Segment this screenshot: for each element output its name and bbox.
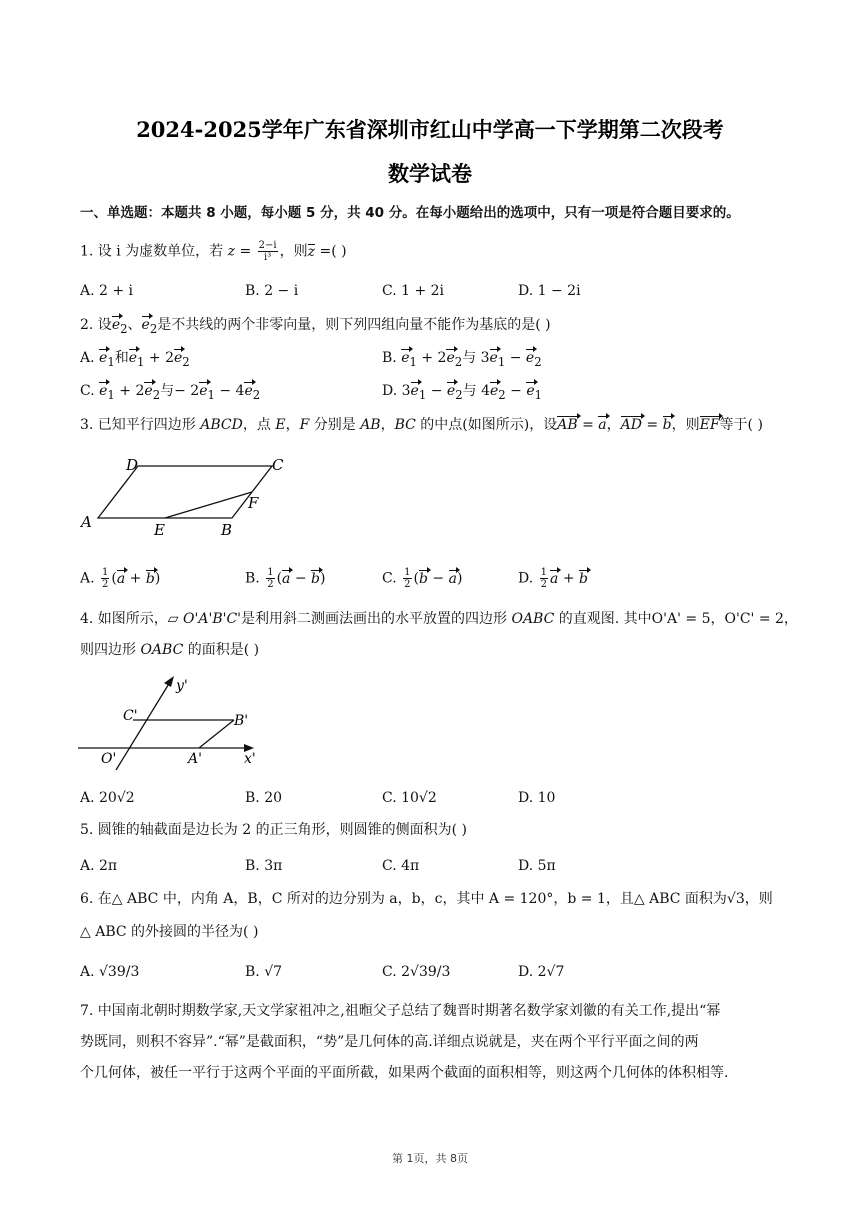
label-B-prime: B' (234, 713, 249, 729)
question-7-line2: 势既同，则积不容异”.“幂”是截面积，“势”是几何体的高.详细点说就是，夹在两个平行平面之间的两 (80, 1034, 699, 1050)
oblique-projection-figure (78, 670, 278, 778)
q6-option-a[interactable]: A. √39/3 (80, 964, 140, 980)
q1-option-a[interactable]: A. 2 + i (80, 283, 134, 299)
q3-option-c[interactable]: C. $\frac{1}{2}$ (b − a) (382, 567, 463, 590)
q2-option-b[interactable]: B. $e_1 + 2e_2$与 $3e_1 - e_2$ (382, 350, 542, 369)
question-7-line1: 7. 中国南北朝时期数学家,天文学家祖冲之,祖暅父子总结了魏晋时期著名数学家刘徽的有关工作,提出“幂 (80, 1003, 721, 1019)
q5-option-a[interactable]: A. 2π (80, 858, 118, 874)
q6-option-b[interactable]: B. √7 (245, 964, 283, 980)
label-D: D (126, 456, 139, 474)
parallelogram-figure (78, 452, 298, 542)
q1-option-c[interactable]: C. 1 + 2i (382, 283, 445, 299)
q3-option-d[interactable]: D. $\frac{1}{2}$ a + b (518, 567, 588, 590)
q2-option-a[interactable]: A. $e_1$和$e_1 + 2e_2$ (80, 350, 190, 369)
q6-option-d[interactable]: D. 2√7 (518, 964, 565, 980)
q6-option-c[interactable]: C. 2√39/3 (382, 964, 451, 980)
label-C-prime: C' (123, 708, 138, 724)
label-B: B (221, 521, 233, 539)
q4-option-a[interactable]: A. 20√2 (80, 790, 135, 806)
label-C: C (272, 456, 284, 474)
question-4-stem-line2: 则四边形 OABC 的面积是( ) (80, 642, 260, 658)
label-E: E (154, 521, 165, 539)
q1-option-d[interactable]: D. 1 − 2i (518, 283, 581, 299)
label-x-prime: x' (244, 751, 256, 767)
question-6-stem-line2: △ ABC 的外接圆的半径为( ) (80, 924, 259, 940)
question-3-stem: 3. 已知平行四边形 ABCD，点 E，F 分别是 AB，BC 的中点(如图所示)，设AB = a，AD = b，则EF等于( ) (80, 417, 763, 433)
question-7-line3: 个几何体，被任一平行于这两个平面的平面所截，如果两个截面的面积相等，则这两个几何体的体积相等. (80, 1065, 729, 1081)
section-heading: 一、单选题：本题共 8 小题，每小题 5 分，共 40 分。在每小题给出的选项中，只有一项是符合题目要求的。 (80, 205, 740, 221)
q2-option-c[interactable]: C. $e_1 + 2e_2$与− $2e_1 - 4e_2$ (80, 383, 261, 402)
q3-option-a[interactable]: A. $\frac{1}{2}$ (a + b) (80, 567, 161, 590)
q5-option-c[interactable]: C. 4π (382, 858, 420, 874)
exam-title: 2024-2025学年广东省深圳市红山中学高一下学期第二次段考 (136, 117, 724, 142)
question-5-stem: 5. 圆锥的轴截面是边长为 2 的正三角形，则圆锥的侧面积为( ) (80, 822, 467, 838)
label-A-prime: A' (188, 751, 202, 767)
label-F: F (248, 494, 259, 512)
q1-option-b[interactable]: B. 2 − i (245, 283, 299, 299)
question-6-stem-line1: 6. 在△ ABC 中，内角 A，B，C 所对的边分别为 a，b，c，其中 A = 120°，b = 1，且△ ABC 面积为√3，则 (80, 891, 773, 907)
label-y-prime: y' (176, 678, 188, 694)
question-1-stem: 1. 设 i 为虚数单位，若 z = $\frac{2-i}{\text{i³}}$ ，则z =( ) (80, 240, 347, 263)
page-footer: 第 1页，共 8页 (392, 1152, 468, 1165)
exam-subtitle: 数学试卷 (388, 161, 472, 186)
q4-option-d[interactable]: D. 10 (518, 790, 556, 806)
q5-option-b[interactable]: B. 3π (245, 858, 283, 874)
q2-option-d[interactable]: D. $3e_1 - e_2$与 $4e_2 - e_1$ (382, 383, 543, 402)
question-2-stem: 2. 设$e_2$、$e_2$是不共线的两个非零向量，则下列四组向量不能作为基底的是( ) (80, 317, 551, 336)
q5-option-d[interactable]: D. 5π (518, 858, 556, 874)
fraction: $\frac{2-i}{\text{i³}}$ (258, 240, 277, 263)
question-4-stem-line1: 4. 如图所示，▱ O'A'B'C'是利用斜二测画法画出的水平放置的四边形 OABC 的直观图. 其中O'A' = 5，O'C' = 2， (80, 611, 798, 627)
label-O-prime: O' (101, 751, 117, 767)
label-A: A (81, 513, 92, 531)
q3-option-b[interactable]: B. $\frac{1}{2}$ (a − b) (245, 567, 326, 590)
q4-option-c[interactable]: C. 10√2 (382, 790, 437, 806)
q4-option-b[interactable]: B. 20 (245, 790, 283, 806)
